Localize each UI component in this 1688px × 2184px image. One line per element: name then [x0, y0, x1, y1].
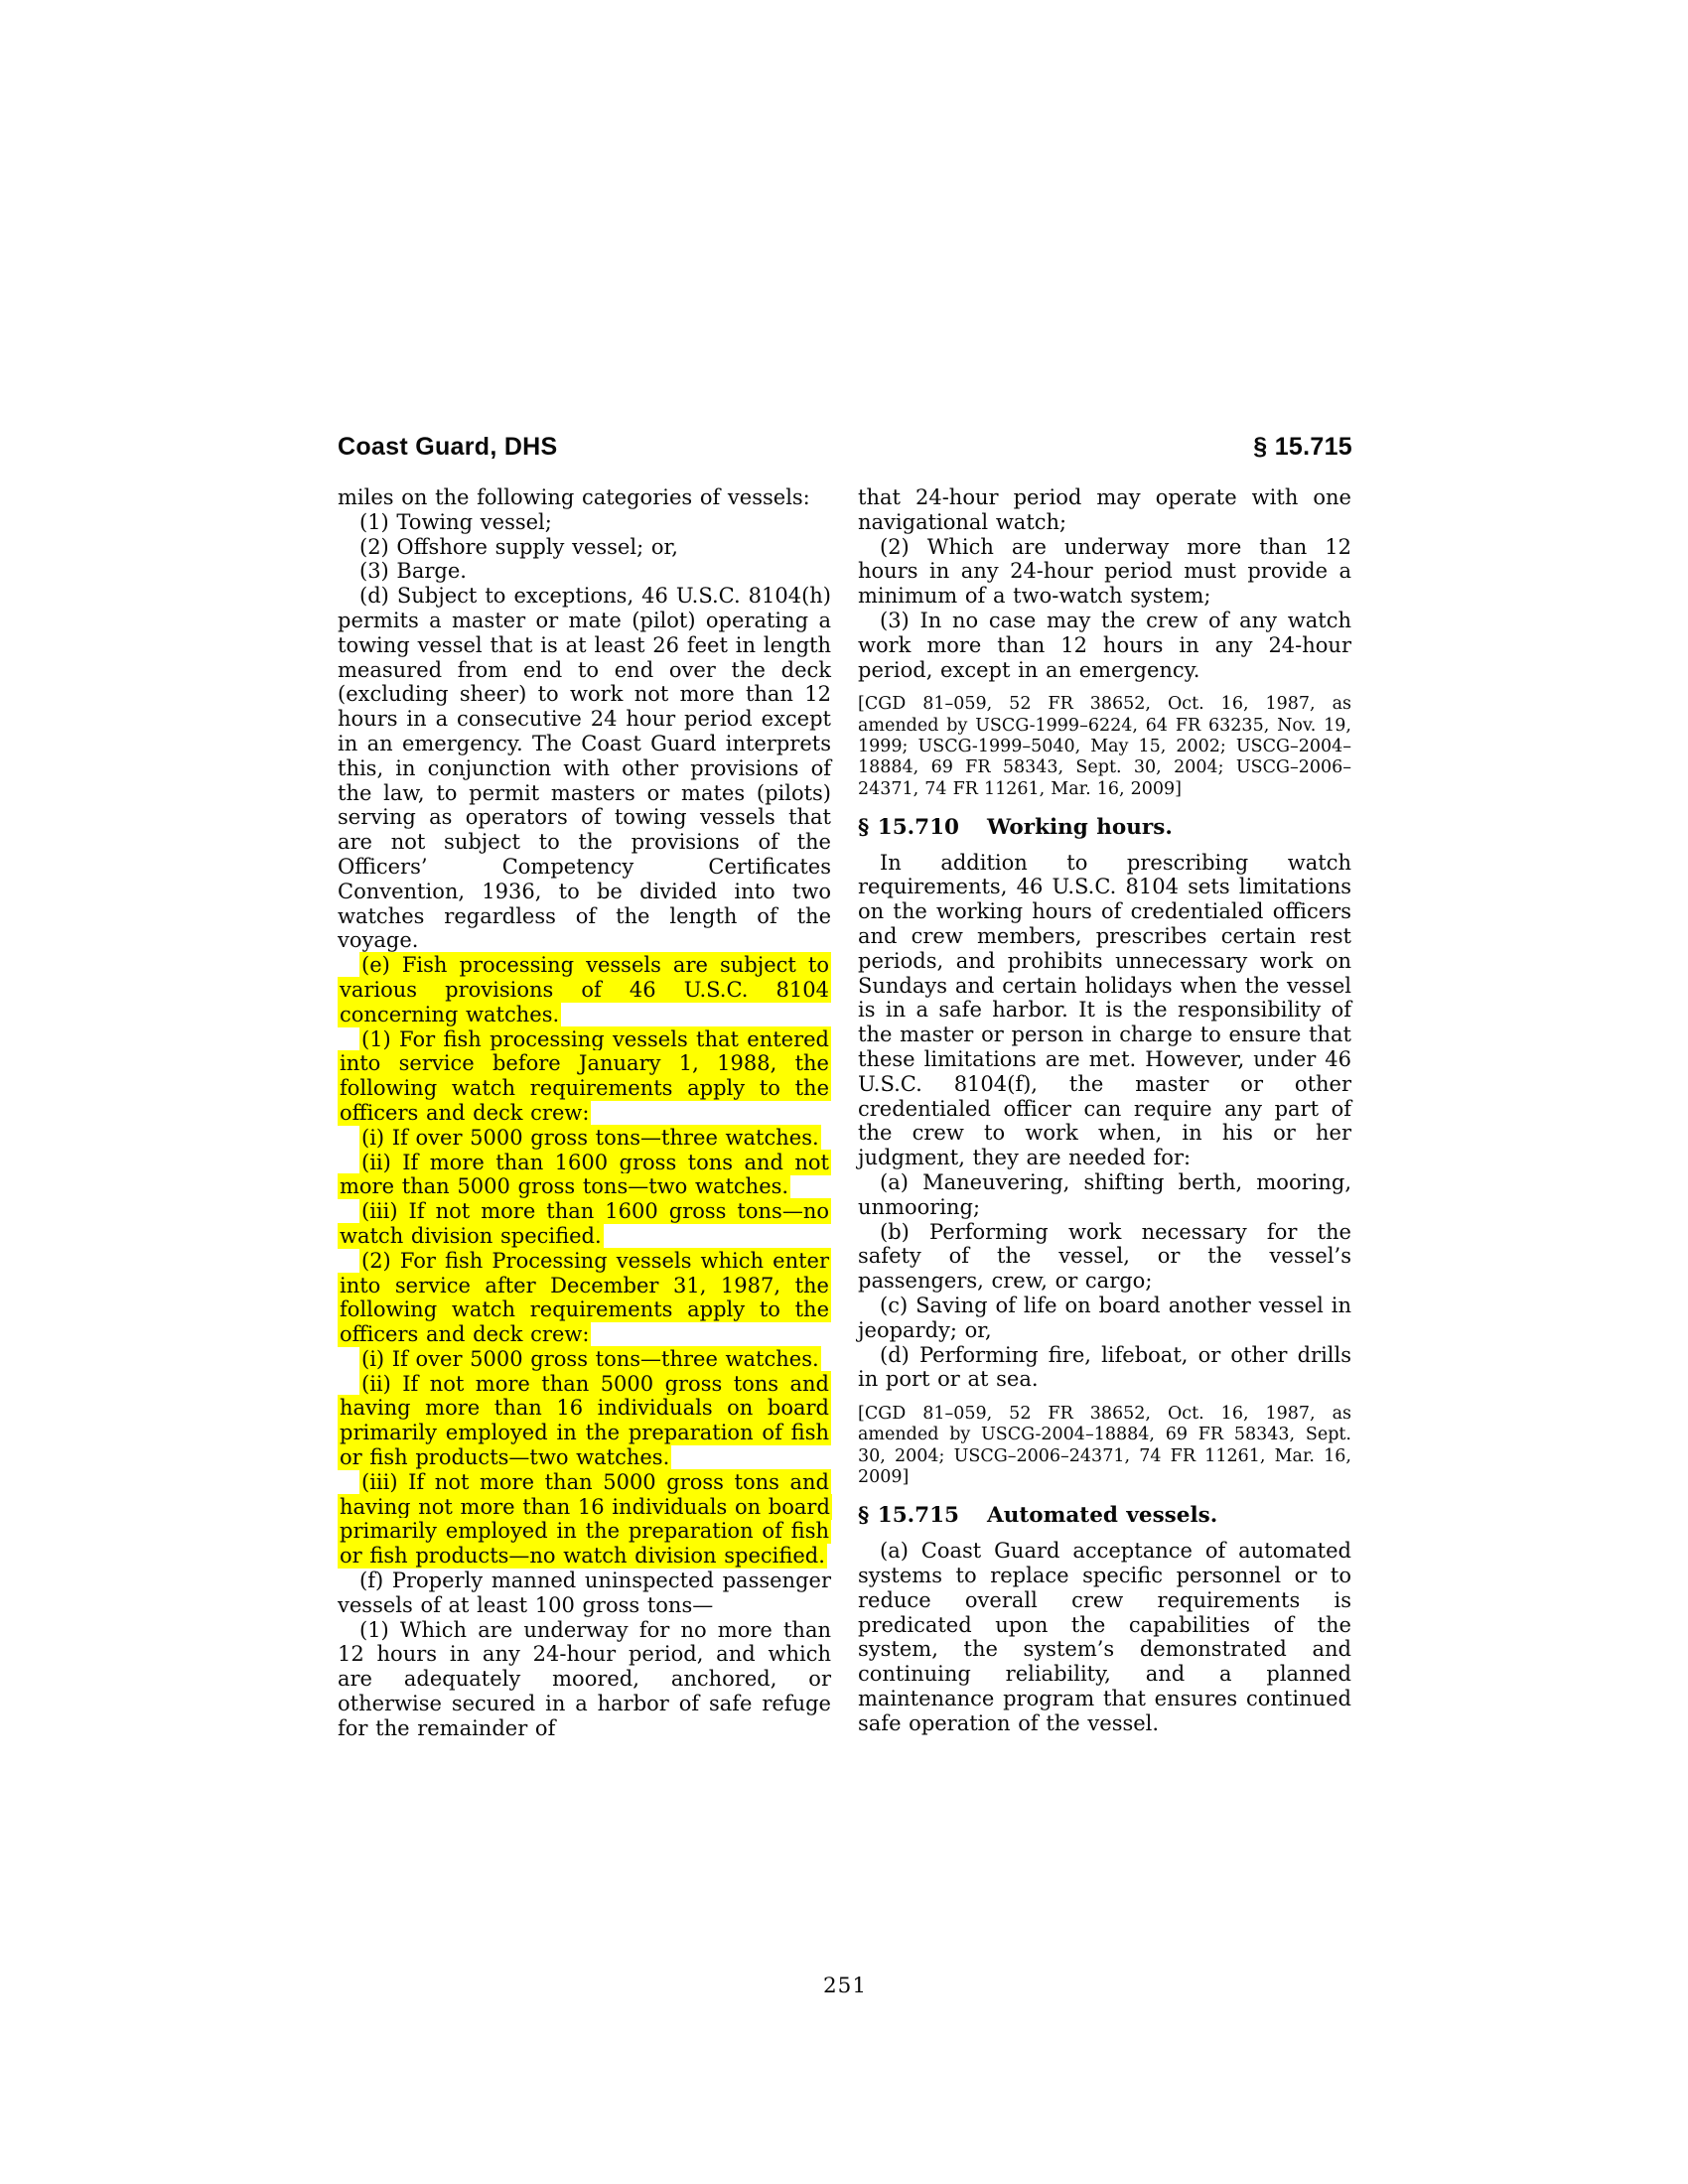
- paragraph: (3) Barge.: [359, 559, 467, 584]
- paragraph: (b) Performing work necessary for the safety of the vessel, or the vessel’s passengers, crew, or cargo;: [858, 1219, 1351, 1294]
- highlighted-text: (ii) If not more than 5000 gross tons and having more than 16 individuals on board primarily employed in the preparation of fish or fish products—two watches.: [340, 1371, 829, 1470]
- paragraph: (1) Towing vessel;: [359, 509, 552, 534]
- section-heading: [858, 816, 1351, 841]
- page-header: [338, 433, 1352, 462]
- highlighted-text: (ii) If more than 1600 gross tons and not more than 5000 gross tons—two watches.: [340, 1150, 829, 1199]
- paragraph: [338, 1249, 831, 1347]
- highlighted-text: (e) Fish processing vessels are subject to various provisions of 46 U.S.C. 8104 concerning watches.: [340, 953, 829, 1026]
- highlighted-text: (2) For fish Processing vessels which enter into service after December 31, 1987, the following watch requirements apply to the officers and deck crew:: [340, 1248, 829, 1347]
- paragraph: (c) Saving of life on board another vessel in jeopardy; or,: [858, 1294, 1351, 1342]
- source-citation: [CGD 81–059, 52 FR 38652, Oct. 16, 1987, as amended by USCG-2004–18884, 69 FR 58343, Sept. 30, 2004; USCG–2006–24371, 74 FR 11261, Mar. 16, 2009]: [858, 1404, 1351, 1488]
- paragraph: [338, 953, 831, 1026]
- section-title: Working hours.: [987, 814, 1173, 840]
- paragraph: that 24-hour period may operate with one navigational watch;: [858, 485, 1351, 534]
- paragraph: [338, 1027, 831, 1126]
- paragraph: (a) Coast Guard acceptance of automated systems to replace specific personnel or to reduce overall crew requirements is predicated upon the capabilities of the system, the system’s demonstrated and continuing reliability, and a planned maintenance program that ensures continued safe operation of the vessel.: [858, 1539, 1351, 1735]
- paragraph: (2) Offshore supply vessel; or,: [359, 534, 678, 559]
- section-title: Automated vessels.: [987, 1503, 1218, 1529]
- paragraph: (f) Properly manned uninspected passenger vessels of at least 100 gross tons—: [338, 1569, 831, 1617]
- section-number: § 15.715: [858, 1503, 960, 1529]
- highlighted-text: (iii) If not more than 5000 gross tons and having not more than 16 individuals on board primarily employed in the preparation of fish or fish products—no watch division specified.: [340, 1469, 830, 1569]
- highlighted-text: (i) If over 5000 gross tons—three watches.: [361, 1125, 819, 1150]
- section-heading: [858, 1504, 1351, 1529]
- paragraph: [338, 1126, 831, 1151]
- paragraph: [338, 1347, 831, 1372]
- highlighted-text: (1) For fish processing vessels that entered into service before January 1, 1988, the following watch requirements apply to the officers and deck crew:: [340, 1026, 829, 1125]
- page-number: 251: [822, 1974, 868, 1998]
- section-number: § 15.710: [858, 814, 960, 840]
- paragraph: miles on the following categories of vessels:: [338, 485, 810, 509]
- highlighted-text: (i) If over 5000 gross tons—three watches.: [361, 1346, 819, 1371]
- paragraph: (a) Maneuvering, shifting berth, mooring, unmooring;: [858, 1170, 1351, 1219]
- left-column: [338, 485, 831, 1741]
- highlighted-text: (iii) If not more than 1600 gross tons—no watch division specified.: [340, 1199, 829, 1248]
- header-right-section-number: § 15.715: [1253, 433, 1352, 461]
- source-citation: [CGD 81–059, 52 FR 38652, Oct. 16, 1987, as amended by USCG-1999–6224, 64 FR 63235, Nov. 19, 1999; USCG-1999–5040, May 15, 2002; USCG–2004–18884, 69 FR 58343, Sept. 30, 2004; USCG–2006–24371, 74 FR 11261, Mar. 16, 2009]: [858, 694, 1351, 799]
- paragraph: (2) Which are underway more than 12 hours in any 24-hour period must provide a minimum of a two-watch system;: [858, 534, 1351, 609]
- paragraph: (d) Performing fire, lifeboat, or other drills in port or at sea.: [858, 1342, 1351, 1392]
- right-column: [858, 485, 1351, 1736]
- paragraph: [338, 1470, 831, 1569]
- paragraph: (1) Which are underway for no more than 12 hours in any 24-hour period, and which are adequately moored, anchored, or otherwise secured in a harbor of safe refuge for the remainder of: [338, 1617, 831, 1740]
- paragraph: [338, 1372, 831, 1470]
- paragraph: In addition to prescribing watch requirements, 46 U.S.C. 8104 sets limitations on the working hours of credentialed officers and crew members, prescribes certain rest periods, and prohibits unnecessary work on Sundays and certain holidays when the vessel is in a safe harbor. It is the responsibility of the master or person in charge to ensure that these limitations are met. However, under 46 U.S.C. 8104(f), the master or other credentialed officer can require any part of the crew to work when, in his or her judgment, they are needed for:: [858, 850, 1351, 1170]
- paragraph: (3) In no case may the crew of any watch work more than 12 hours in any 24-hour period, except in an emergency.: [858, 608, 1351, 682]
- paragraph: [338, 1199, 831, 1249]
- paragraph: (d) Subject to exceptions, 46 U.S.C. 8104(h) permits a master or mate (pilot) operating a towing vessel that is at least 26 feet in length measured from end to end over the deck (excluding sheer) to work not more than 12 hours in a consecutive 24 hour period except in an emergency. The Coast Guard interprets this, in conjunction with other provisions of the law, to permit masters or mates (pilots) serving as operators of towing vessels that are not subject to the provisions of the Officers’ Competency Certificates Convention, 1936, to be divided into two watches regardless of the length of the voyage.: [338, 584, 831, 953]
- paragraph: [338, 1151, 831, 1200]
- header-left-title: Coast Guard, DHS: [338, 433, 558, 461]
